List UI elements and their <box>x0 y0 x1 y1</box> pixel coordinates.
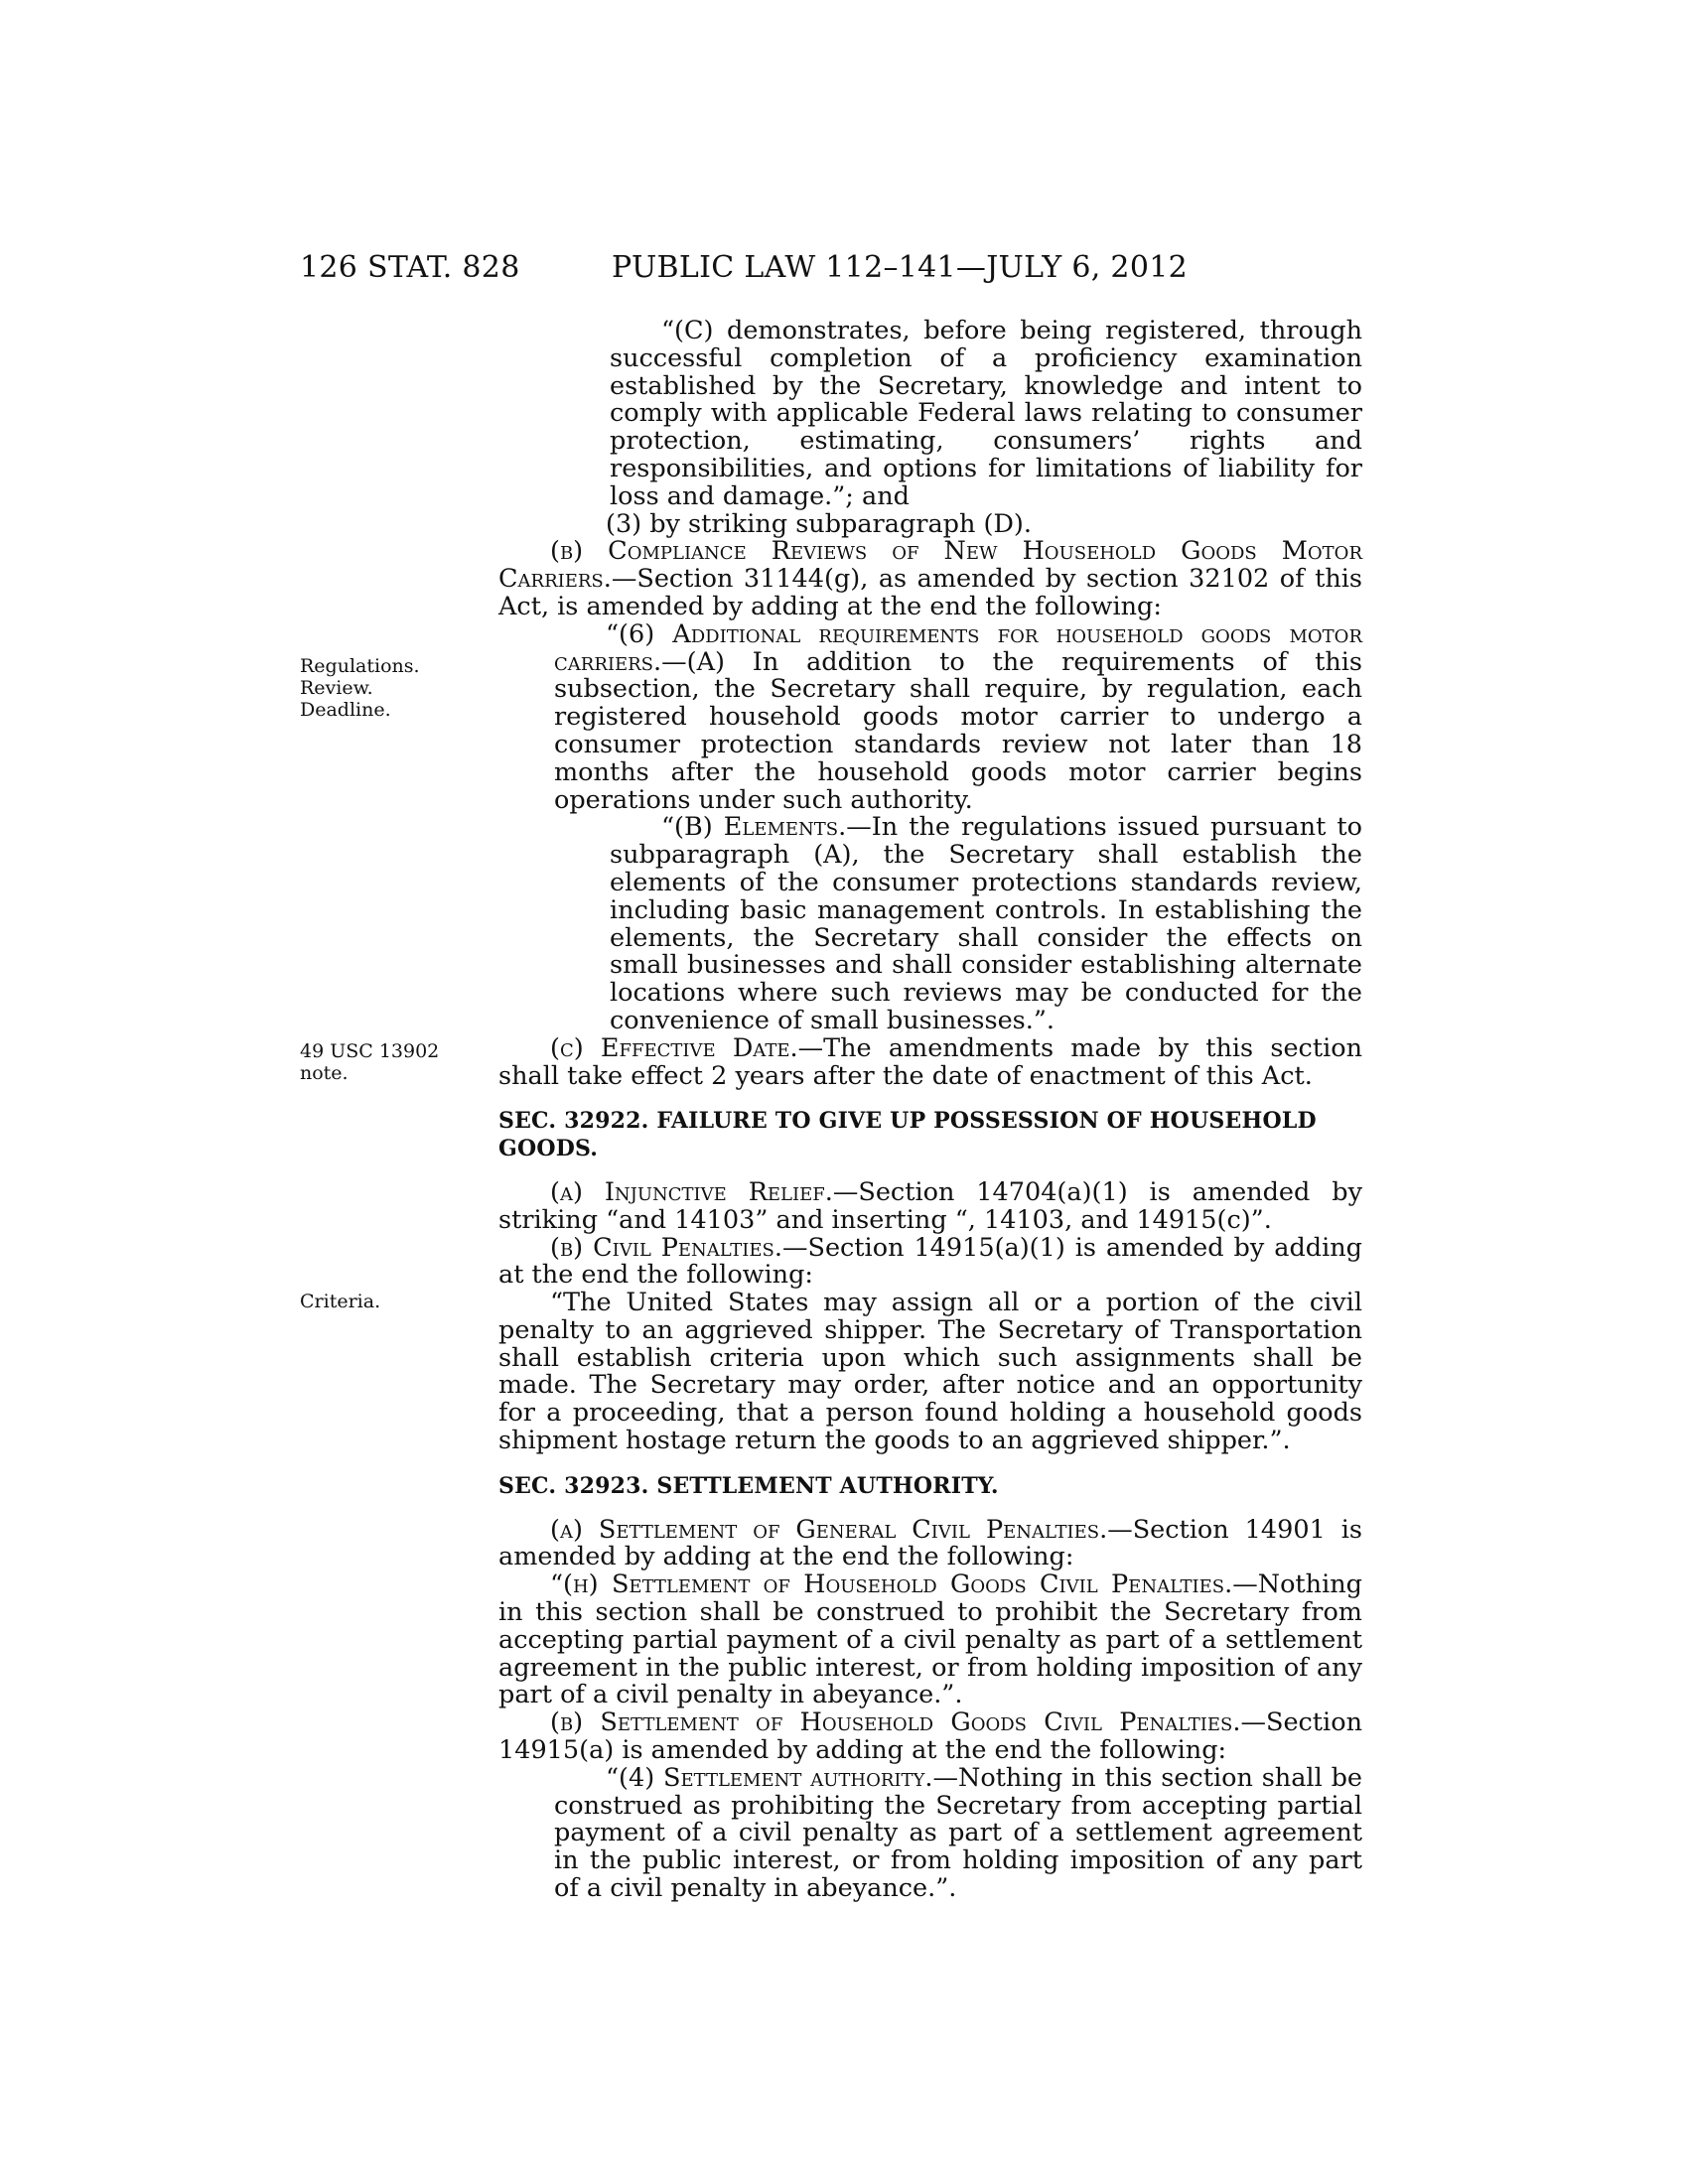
paragraph <box>498 1571 1362 1709</box>
paragraph <box>498 1232 1363 1291</box>
paragraph-heading: “(h) Settlement of Household Goods Civil Penalties. <box>550 1570 1233 1600</box>
paragraph-text: —Nothing in this section shall be construed to prohibit the Secretary from accepting partial payment of a civil penalty as part of a settlement agreement in the public interest, or from holding imposition of any part of a civil penalty in abeyance.”. <box>498 1570 1362 1710</box>
paragraph-text: —Section 14915(a) is amended by adding at the end the following: <box>498 1707 1362 1766</box>
margin-note-line: note. <box>300 1062 349 1084</box>
section-heading: SEC. 32922. FAILURE TO GIVE UP POSSESSION OF HOUSEHOLD GOODS. <box>498 1108 1317 1162</box>
paragraph-heading: (b) Civil Penalties. <box>550 1232 782 1263</box>
page-title: PUBLIC LAW 112–141—JULY 6, 2012 <box>612 250 1188 285</box>
paragraph <box>498 814 1362 1034</box>
paragraph-text: —(A) In addition to the requirements of this subsection, the Secretary shall require, by regulation, each registered household goods motor carrier to undergo a consumer protection standards review not later than 18 months after the household goods motor carrier begins operations under such authority. <box>554 646 1362 815</box>
paragraph-heading: (a) Settlement of General Civil Penalties. <box>550 1514 1108 1545</box>
paragraph-heading: (a) Injunctive Relief. <box>550 1176 833 1207</box>
paragraph <box>498 1032 1362 1091</box>
paragraph-heading: (c) Effective Date. <box>550 1032 798 1063</box>
margin-note-line: Criteria. <box>300 1291 381 1312</box>
margin-note-line: Deadline. <box>300 699 391 721</box>
paragraph-heading: “(4) Settlement authority. <box>606 1762 933 1793</box>
paragraph-heading: (b) Settlement of Household Goods Civil Penalties. <box>550 1707 1241 1738</box>
paragraph <box>498 538 1362 620</box>
document-body <box>498 318 1362 1903</box>
paragraph <box>498 1709 1362 1765</box>
paragraph: “The United States may assign all or a portion of the civil penalty to an aggrieved shipper. The Secretary of Transportation shall establish criteria upon which such assignments shall be made. The Secretary may order, after notice and an opportunity for a proceeding, that a person found holding a household goods shipment hostage return the goods to an aggrieved shipper.”. <box>498 1288 1362 1456</box>
margin-note-regulations <box>300 655 479 721</box>
paragraph-text: —The amendments made by this section shall take effect 2 years after the date of enactment of this Act. <box>498 1032 1362 1091</box>
paragraph-heading: (b) Compliance Reviews of New Household Goods Motor Carriers. <box>498 536 1362 595</box>
paragraph <box>498 1176 1362 1235</box>
paragraph-text: —Section 14901 is amended by adding at the end the following: <box>498 1514 1363 1572</box>
margin-note-line: Regulations. <box>300 655 420 677</box>
paragraph-heading: “(6) Additional requirements for household goods motor carriers. <box>554 618 1362 677</box>
margin-note-usc <box>300 1040 479 1084</box>
statute-page-number: 126 STAT. 828 <box>300 250 520 285</box>
paragraph <box>498 1514 1363 1572</box>
paragraph-text: —Section 31144(g), as amended by section 32102 of this Act, is amended by adding at the end the following: <box>498 564 1362 621</box>
paragraph-text: —Nothing in this section shall be construed as prohibiting the Secretary from accepting partial payment of a civil penalty as part of a settlement agreement in the public interest, or from holding imposition of any part of a civil penalty in abeyance.”. <box>554 1762 1362 1904</box>
paragraph-text: —Section 14704(a)(1) is amended by striking “and 14103” and inserting “, 14103, and 14915(c)”. <box>498 1176 1362 1235</box>
paragraph-heading: “(B) Elements. <box>661 812 847 843</box>
margin-note-line: 49 USC 13902 <box>300 1040 440 1062</box>
paragraph-text: —In the regulations issued pursuant to subparagraph (A), the Secretary shall establish the elements of the consumer protections standards review, including basic management controls. In establishing the elements, the Secretary shall consider the effects on small businesses and shall consider establishing alternate locations where such reviews may be conducted for the convenience of small businesses.”. <box>610 812 1362 1035</box>
section-heading: SEC. 32923. SETTLEMENT AUTHORITY. <box>498 1472 999 1499</box>
paragraph-text: —Section 14915(a)(1) is amended by adding at the end the following: <box>498 1232 1363 1291</box>
margin-note-line: Review. <box>300 677 373 699</box>
paragraph: (3) by striking subparagraph (D). <box>606 508 1032 539</box>
paragraph <box>498 1762 1362 1904</box>
paragraph: “(C) demonstrates, before being registered, through successful completion of a proficiency examination established by the Secretary, knowledge and intent to comply with applicable Federal laws relating to consumer protection, estimating, consumers’ rights and responsibilities, and options for limitations of liability for loss and damage.”; and <box>610 316 1362 511</box>
margin-note-criteria <box>300 1291 479 1312</box>
paragraph <box>498 618 1362 815</box>
